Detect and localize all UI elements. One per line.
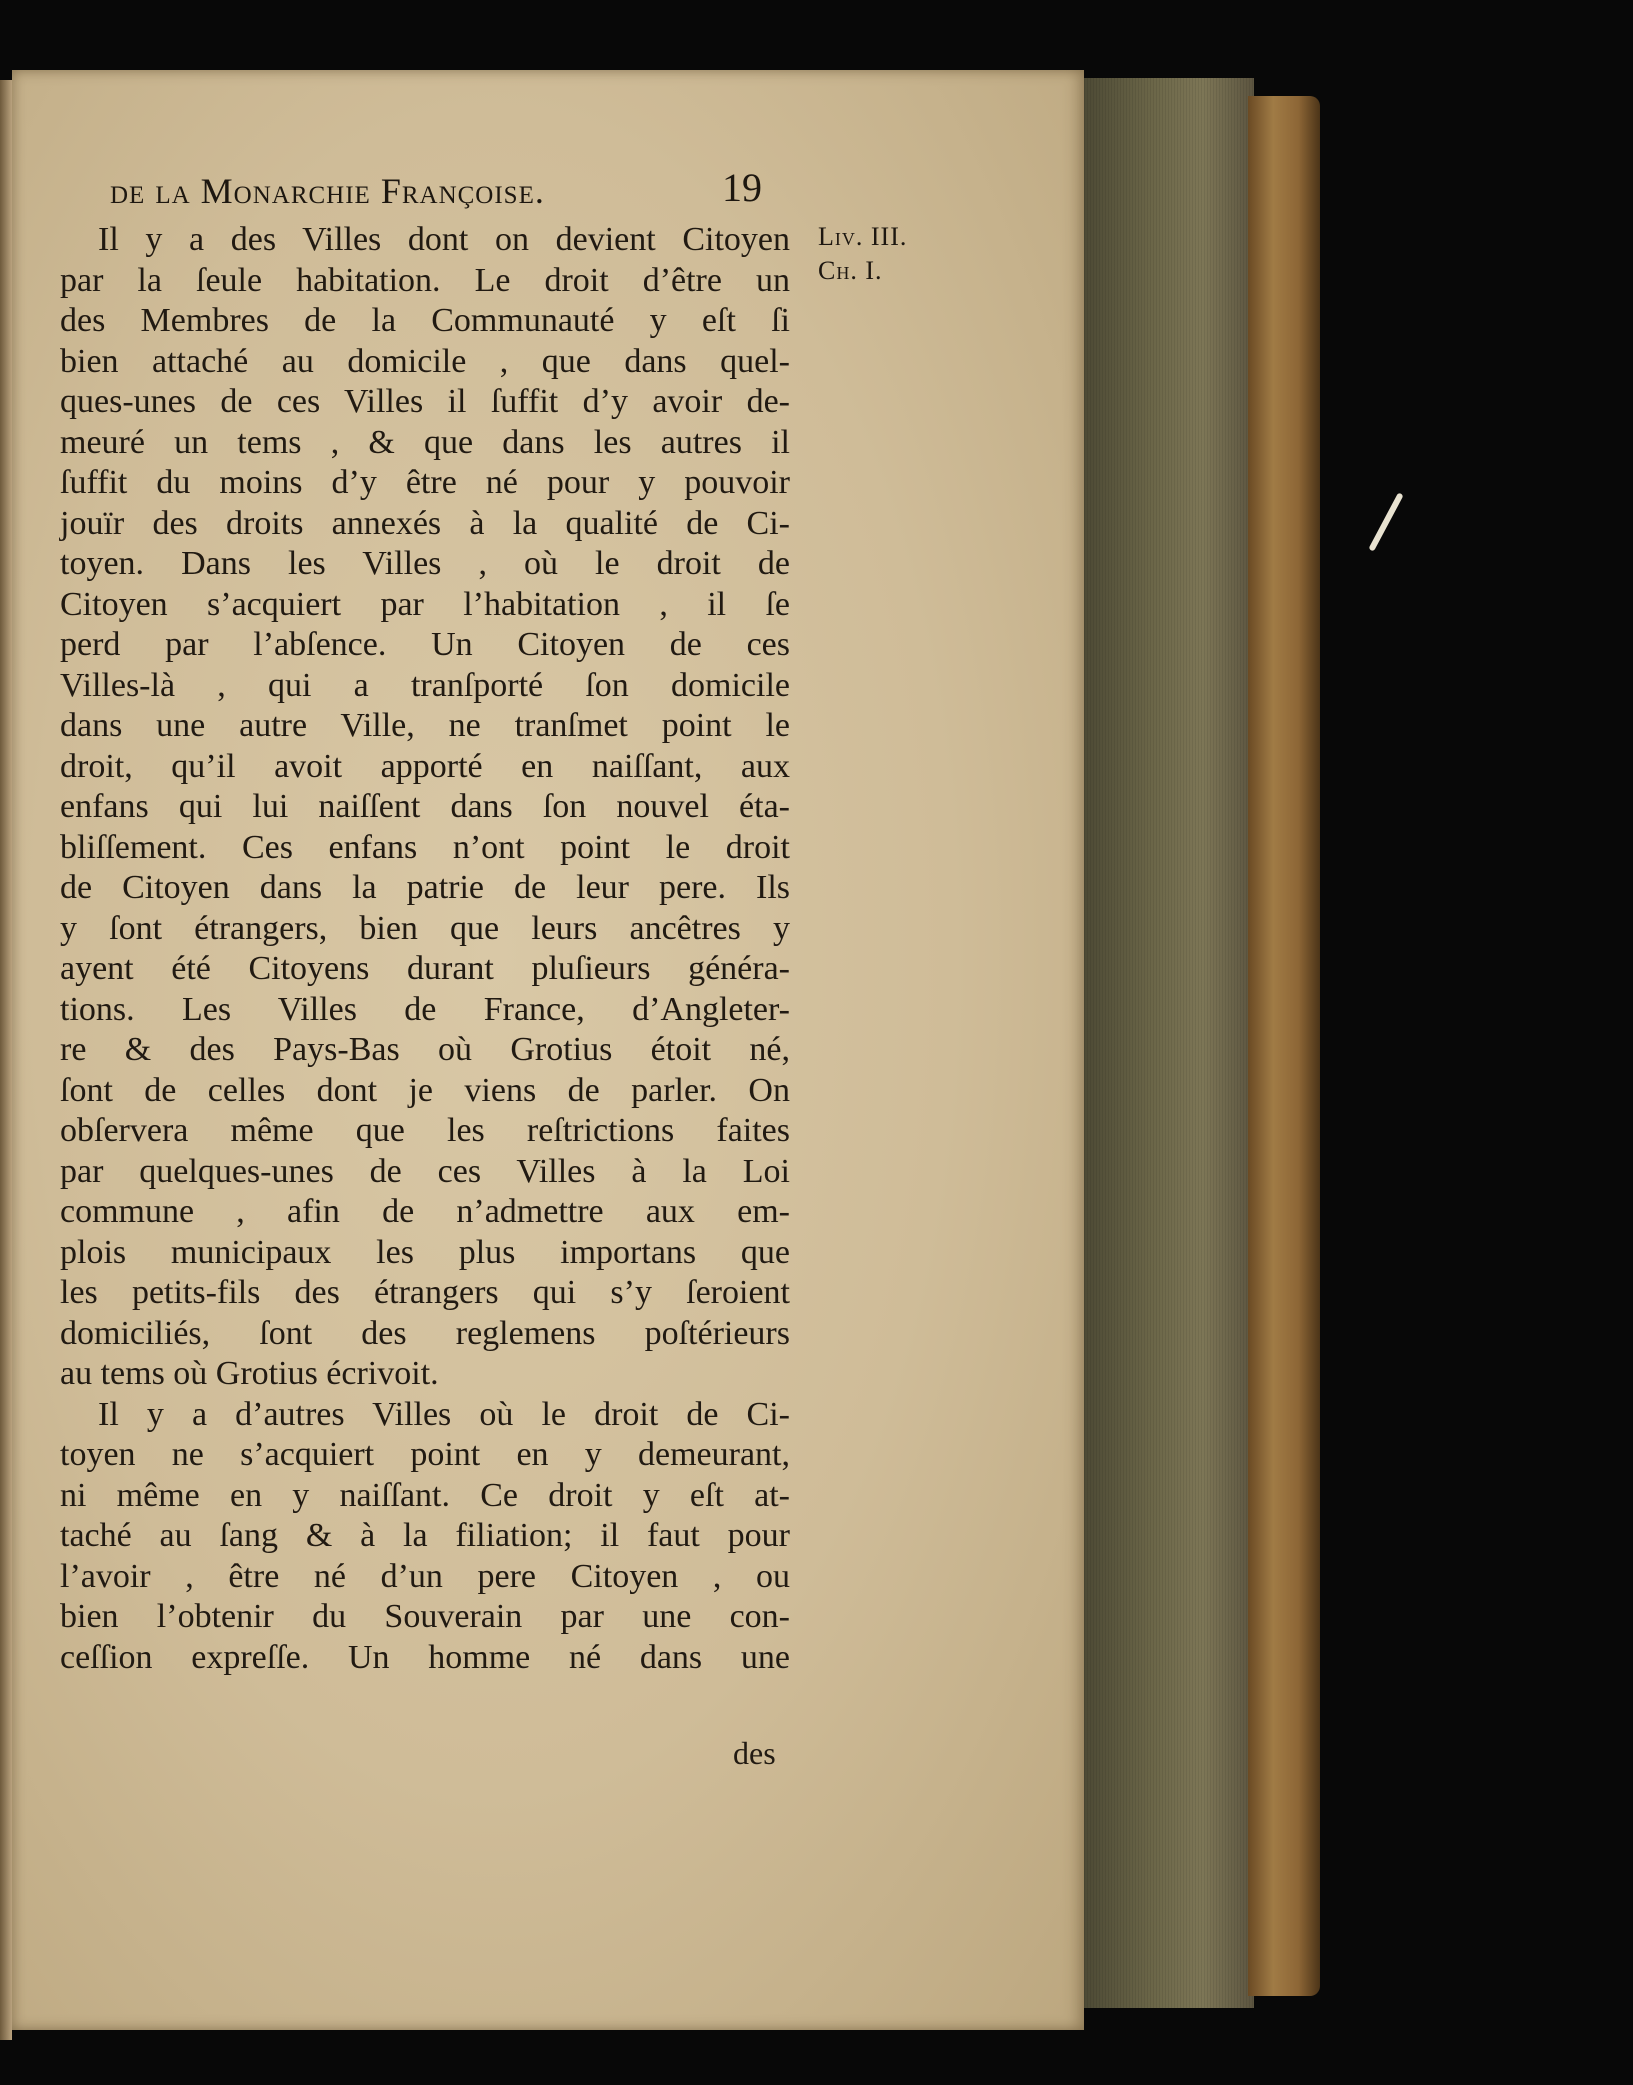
text-line: perd par l’abſence. Un Citoyen de ces [60, 626, 790, 663]
text-line: bien l’obtenir du Souverain par une con- [60, 1598, 790, 1635]
text-line: y ſont étrangers, bien que leurs ancêtres y [60, 909, 790, 947]
text-line: plois municipaux les plus importans que [60, 1233, 790, 1271]
text-line: ſont de celles dont je viens de parler. On [60, 1071, 790, 1109]
text-line: de Citoyen dans la patrie de leur pere. Ils [60, 869, 790, 906]
text-line: meuré un tems , & que dans les autres il [60, 423, 790, 461]
scan-mark [1368, 492, 1403, 551]
text-line: au tems où Grotius écrivoit. [60, 1355, 439, 1392]
text-line: obſervera même que les reſtrictions faites [60, 1112, 790, 1149]
text-line: jouïr des droits annexés à la qualité de Ci- [60, 504, 790, 542]
text-line: par la ſeule habitation. Le droit d’être un [60, 261, 790, 299]
body-text [60, 220, 790, 1678]
page-stack-edge [1084, 78, 1254, 2008]
running-head: de la Monarchie Françoise. [110, 171, 545, 211]
text-line: bliſſement. Ces enfans n’ont point le droit [60, 828, 790, 866]
text-line: ques-unes de ces Villes il ſuffit d’y avoir de- [60, 383, 790, 420]
catchword: des [733, 1735, 776, 1771]
text-line: taché au ſang & à la filiation; il faut pour [60, 1517, 790, 1554]
text-line: dans une autre Ville, ne tranſmet point le [60, 707, 790, 744]
page-number: 19 [722, 165, 762, 210]
margin-note-chapitre: Ch. I. [818, 256, 883, 285]
text-line: commune , afin de n’admettre aux em- [60, 1193, 790, 1230]
text-line: toyen. Dans les Villes , où le droit de [60, 545, 790, 582]
text-line: droit, qu’il avoit apporté en naiſſant, aux [60, 747, 790, 785]
text-line: toyen ne s’acquiert point en y demeurant, [60, 1436, 790, 1473]
text-line: ſuffit du moins d’y être né pour y pouvoir [60, 464, 790, 501]
text-line: domiciliés, ſont des reglemens poſtérieurs [60, 1314, 790, 1352]
text-line: bien attaché au domicile , que dans quel- [60, 342, 790, 380]
text-line: Il y a des Villes dont on devient Citoyen [98, 221, 790, 258]
text-line: ni même en y naiſſant. Ce droit y eſt at- [60, 1476, 790, 1514]
book-cover-edge [1248, 96, 1320, 1996]
margin-note-livre: Liv. III. [818, 222, 908, 251]
text-line: par quelques-unes de ces Villes à la Loi [60, 1152, 790, 1190]
text-line: enfans qui lui naiſſent dans ſon nouvel éta- [60, 788, 790, 825]
previous-page-edge [0, 80, 12, 2040]
text-line: Il y a d’autres Villes où le droit de Ci- [98, 1395, 790, 1433]
text-line: ceſſion expreſſe. Un homme né dans une [60, 1638, 790, 1676]
text-line: Villes-là , qui a tranſporté ſon domicile [60, 666, 790, 704]
text-line: Citoyen s’acquiert par l’habitation , il ſe [60, 585, 790, 623]
text-line: ayent été Citoyens durant pluſieurs généra- [60, 950, 790, 987]
text-line: les petits-fils des étrangers qui s’y ſeroient [60, 1274, 790, 1311]
text-line: des Membres de la Communauté y eſt ſi [60, 302, 790, 339]
text-line: tions. Les Villes de France, d’Angleter- [60, 990, 790, 1028]
text-line: re & des Pays-Bas où Grotius étoit né, [60, 1031, 790, 1068]
text-line: l’avoir , être né d’un pere Citoyen , ou [60, 1557, 790, 1595]
